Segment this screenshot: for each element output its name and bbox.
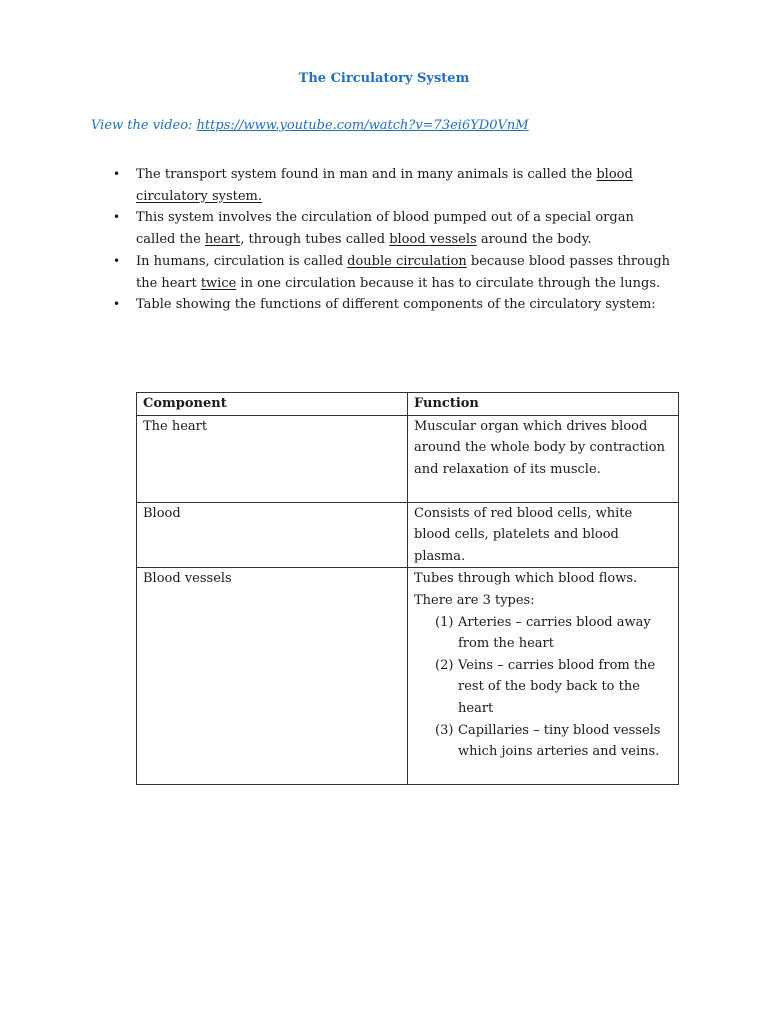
bullet-text: in one circulation because it has to circulate through the lungs.: [236, 275, 661, 291]
vessel-type-item: [414, 720, 672, 763]
functions-table: [136, 392, 679, 785]
table-header-row: [137, 393, 679, 416]
bullet-text: This system involves the circulation of blood pumped out of a special organ called the: [136, 210, 634, 248]
bullet-item: [113, 164, 673, 207]
vessel-type-text: Veins – carries blood from the rest of the body back to the heart: [458, 657, 656, 716]
component-cell: Blood vessels: [137, 568, 408, 785]
vessel-type-text: Arteries – carries blood away from the heart: [458, 614, 651, 652]
bullet-text: In humans, circulation is called: [136, 253, 348, 269]
underlined-term: blood circulatory system.: [136, 167, 633, 204]
bullet-item: [113, 251, 673, 294]
video-link[interactable]: https://www.youtube.com/watch?v=73ei6YD0VnM: [196, 118, 529, 133]
vessel-type-number: (3): [435, 722, 454, 738]
underlined-term: heart: [204, 232, 241, 248]
vessel-type-item: [414, 612, 672, 655]
page-title: The Circulatory System: [298, 71, 470, 86]
underlined-term: blood vessels: [389, 232, 477, 248]
bullet-text: , through tubes called: [240, 232, 390, 248]
vessel-type-number: (1): [435, 614, 454, 630]
function-cell: Consists of red blood cells, white blood cells, platelets and blood plasma.: [408, 502, 679, 568]
bullet-text: because blood passes through the heart: [136, 253, 671, 291]
bullet-item: [113, 207, 673, 250]
bullet-item: [113, 294, 673, 316]
video-reference: [91, 118, 529, 133]
component-cell: Blood: [137, 502, 408, 568]
table-row: [137, 502, 679, 568]
vessel-type-number: (2): [435, 657, 454, 673]
underlined-term: double circulation: [347, 253, 467, 269]
video-label: View the video:: [91, 118, 193, 133]
bullet-list: [113, 164, 673, 316]
bullet-text: The transport system found in man and in many animals is called the: [136, 167, 597, 182]
header-component: Component: [137, 393, 408, 416]
underlined-term: twice: [200, 275, 237, 291]
table-row: [137, 415, 679, 502]
vessel-type-item: [414, 655, 672, 720]
header-function: Function: [408, 393, 679, 416]
bullet-text: Table showing the functions of different components of the circulatory system:: [136, 297, 656, 313]
function-cell: Muscular organ which drives blood around the whole body by contraction and relaxation of its muscle.: [408, 415, 679, 502]
vessel-type-text: Capillaries – tiny blood vessels which joins arteries and veins.: [458, 722, 661, 760]
table-row: [137, 568, 679, 785]
function-text: Tubes through which blood flows. There are 3 types:: [414, 571, 638, 608]
function-cell: [408, 568, 679, 785]
vessel-types-list: [414, 612, 672, 763]
bullet-text: around the body.: [476, 232, 592, 248]
component-cell: The heart: [137, 415, 408, 502]
